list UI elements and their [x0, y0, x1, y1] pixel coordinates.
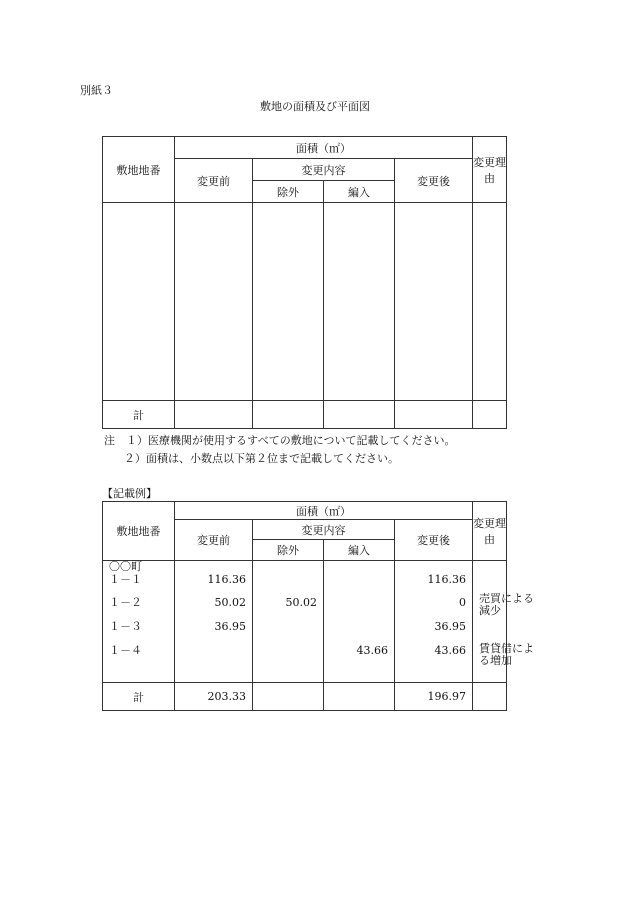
attachment-label: 別紙３: [80, 84, 113, 97]
exclude-value: [253, 561, 317, 591]
header-lot-number: 敷地地番: [103, 137, 175, 203]
before-cell: [175, 203, 253, 401]
header-change-content: 変更内容: [253, 159, 395, 181]
after-value: 36.95: [434, 620, 466, 633]
include-value: [324, 591, 388, 615]
header-before: 変更前: [175, 159, 253, 203]
example-heading: 【記載例】: [102, 487, 157, 500]
area-table: [102, 136, 507, 429]
exclude-value: 50.02: [285, 596, 317, 609]
document-title: 敷地の面積及び平面図: [260, 100, 370, 113]
lot-number: １－４: [109, 644, 142, 657]
example-header-after: 変更後: [395, 520, 473, 561]
before-value: 50.02: [214, 596, 246, 609]
lot-cell: [103, 203, 175, 401]
example-before-column: [175, 561, 253, 683]
total-include: [324, 401, 395, 429]
exclude-value-text: [253, 573, 317, 587]
after-value: [395, 561, 466, 591]
example-header-change-content: 変更内容: [253, 520, 395, 540]
after-cell: [395, 203, 473, 401]
total-after: [395, 401, 473, 429]
town-name: 〇〇町: [109, 560, 142, 573]
lot-number: １－３: [109, 620, 142, 633]
header-exclude: 除外: [253, 181, 324, 203]
include-value-text: [324, 573, 388, 587]
exclude-cell: [253, 203, 324, 401]
total-label: 計: [103, 401, 175, 429]
before-value: [175, 561, 246, 591]
lot-number: １－２: [109, 596, 142, 609]
reason-text: 賃貸借による増加: [479, 642, 534, 667]
example-total-include: [324, 683, 395, 711]
example-header-exclude: 除外: [253, 540, 324, 561]
example-total-after: 196.97: [395, 683, 473, 711]
header-reason: 変更理由: [473, 137, 507, 203]
after-value: 0: [459, 596, 466, 609]
example-header-include: 編入: [324, 540, 395, 561]
total-reason: [473, 401, 507, 429]
example-after-column: [395, 561, 473, 683]
header-include: 編入: [324, 181, 395, 203]
exclude-value: [253, 639, 317, 663]
include-cell: [324, 203, 395, 401]
example-header-reason: 変更理由: [473, 502, 507, 561]
example-lot-column: [103, 561, 175, 683]
include-value: [324, 615, 388, 639]
before-value: [175, 639, 246, 663]
example-header-area: 面積（㎡）: [175, 502, 473, 520]
note-1: 注 １）医療機関が使用するすべての敷地について記載してください。: [104, 434, 456, 447]
before-value-text: 116.36: [207, 573, 246, 586]
note-2: ２）面積は、小数点以下第２位まで記載してください。: [124, 452, 399, 465]
example-total-row: [103, 683, 507, 711]
reason-cell: [473, 203, 507, 401]
example-total-reason: [473, 683, 507, 711]
notes: [104, 432, 456, 468]
example-header-lot-number: 敷地地番: [103, 502, 175, 561]
exclude-value: [253, 615, 317, 639]
table-body-row: [103, 203, 507, 401]
example-include-column: [324, 561, 395, 683]
example-total-label: 計: [103, 683, 175, 711]
reason-text: 売買による減少: [479, 592, 534, 617]
total-row: [103, 401, 507, 429]
example-body-row: [103, 561, 507, 683]
example-table: [102, 501, 534, 711]
total-exclude: [253, 401, 324, 429]
include-value: 43.66: [356, 644, 388, 657]
after-value-text: 116.36: [427, 573, 466, 586]
before-value: 36.95: [214, 620, 246, 633]
example-header-before: 変更前: [175, 520, 253, 561]
lot-number: １－１: [109, 573, 142, 586]
example-total-before: 203.33: [175, 683, 253, 711]
header-after: 変更後: [395, 159, 473, 203]
example-total-exclude: [253, 683, 324, 711]
lot-entry: [109, 561, 174, 591]
example-exclude-column: [253, 561, 324, 683]
total-before: [175, 401, 253, 429]
after-value: 43.66: [434, 644, 466, 657]
example-reason-column: [473, 561, 534, 683]
header-area: 面積（㎡）: [175, 137, 473, 159]
include-value: [324, 561, 388, 591]
